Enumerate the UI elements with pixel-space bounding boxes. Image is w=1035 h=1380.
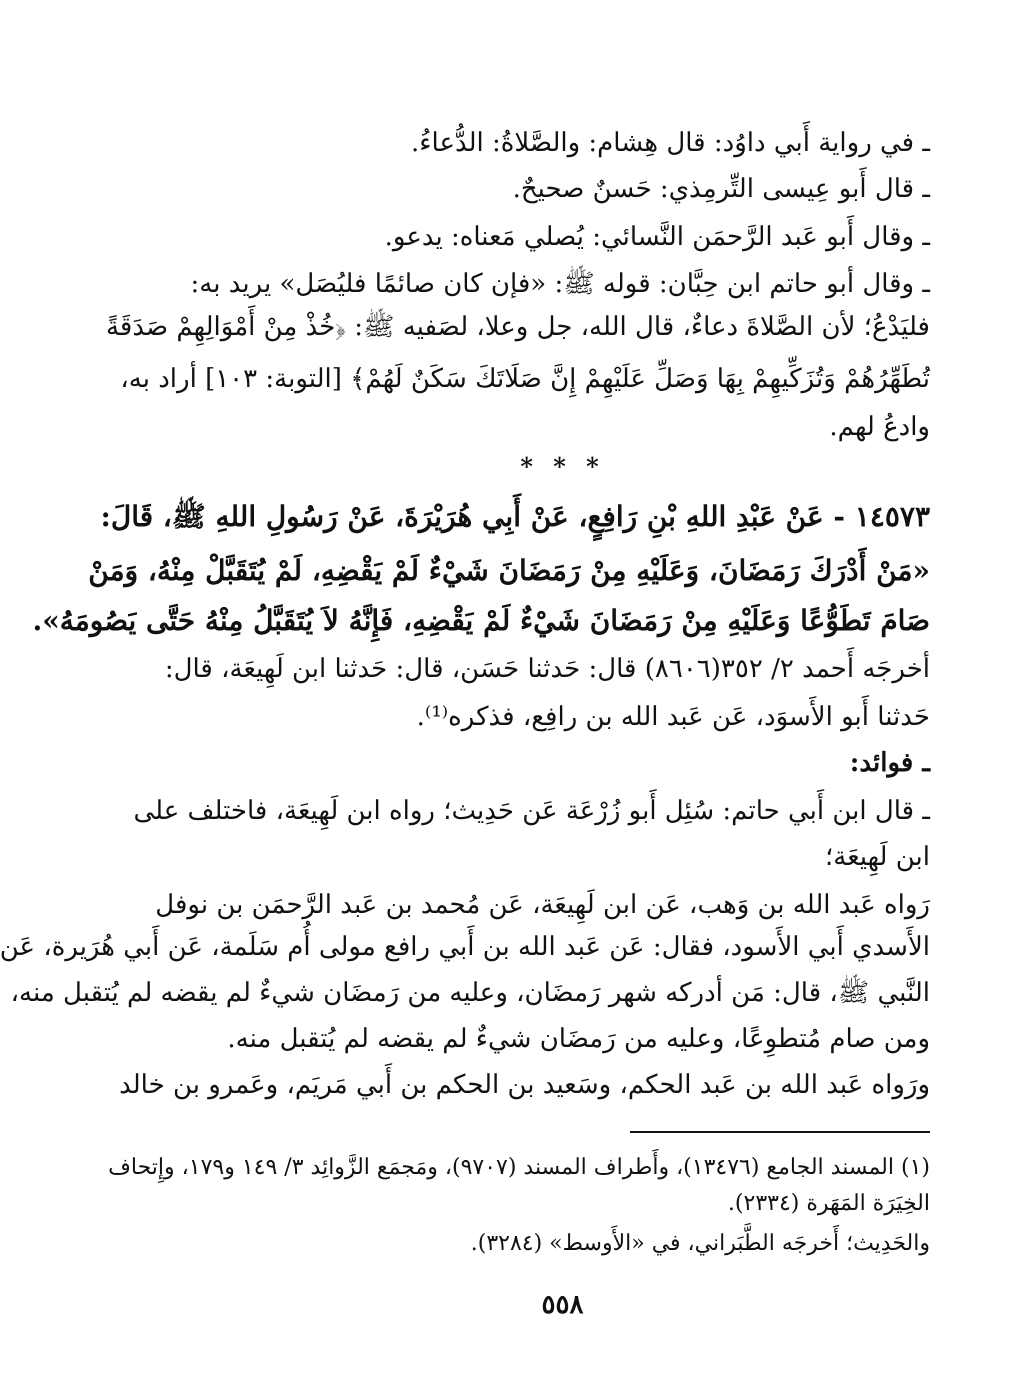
- text-line: وادعُ لهم.: [829, 412, 930, 442]
- text-line: النَّبي ﷺ، قال: مَن أدركه شهر رَمضَان، وعليه من رَمضَان شيءٌ لم يقضه لم يُتقبل منه،: [10, 978, 930, 1008]
- benefits-heading: ـ فوائد:: [849, 748, 930, 778]
- text-line: ـ وقال أَبو عَبد الرَّحمَن النَّسائي: يُصلي مَعناه: يدعو.: [384, 222, 930, 252]
- text-line: تُطَهِّرُهُمْ وَتُزَكِّيهِمْ بِهَا وَصَلِّ عَلَيْهِمْ إِنَّ صَلَاتَكَ سَكَنٌ لَهُمْ﴾ [التوبة: ١٠٣] أراد به،: [120, 364, 930, 394]
- text-line: ورَواه عَبد الله بن عَبد الحكم، وسَعيد بن الحكم بن أَبي مَريَم، وعَمرو بن خالد: [119, 1070, 930, 1100]
- text-line: أخرجَه أَحمد ٢/ ٣٥٢(٨٦٠٦) قال: حَدثنا حَسَن، قال: حَدثنا ابن لَهِيعَة، قال:: [164, 654, 930, 684]
- hadith-line: صَامَ تَطَوُّعًا وَعَلَيْهِ مِنْ رَمَضَانَ شَيْءٌ لَمْ يَقْضِهِ، فَإِنَّهُ لاَ يُتَقَبَّلُ مِنْهُ حَتَّى يَصُومَهُ».: [32, 604, 930, 637]
- footnote-line: والحَدِيث؛ أَخرجَه الطَّبَراني، في «الأَوسط» (٣٢٨٤).: [470, 1231, 930, 1256]
- footnote-line: الخِيَرَة المَهَرة (٢٣٣٤).: [727, 1191, 930, 1216]
- hadith-line: «مَنْ أَدْرَكَ رَمَضَانَ، وَعَلَيْهِ مِنْ رَمَضَانَ شَيْءٌ لَمْ يَقْضِهِ، لَمْ يُتَقَبَّلْ مِنْهُ، وَمَنْ: [88, 554, 930, 587]
- text-line: فليَدْعُ؛ لأن الصَّلاةَ دعاءٌ، قال الله، جل وعلا، لصَفيه ﷺ: ﴿خُذْ مِنْ أَمْوَالِهِمْ صَدَقَةً: [105, 312, 930, 342]
- footnote-divider: [630, 1131, 930, 1133]
- text-line: ـ وقال أبو حاتم ابن حِبَّان: قوله ﷺ: «فإن كان صائمًا فليُصَل» يريد به:: [190, 269, 930, 299]
- text-line: رَواه عَبد الله بن وَهب، عَن ابن لَهِيعَة، عَن مُحمد بن عَبد الرَّحمَن بن نوفل: [155, 890, 930, 920]
- section-separator: * * *: [520, 452, 605, 481]
- text-line: ـ في رواية أَبي داوُد: قال هِشام: والصَّلاةُ: الدُّعاءُ.: [411, 128, 930, 158]
- text-line: ابن لَهِيعَة؛: [824, 842, 930, 872]
- text-line: حَدثنا أَبو الأَسوَد، عَن عَبد الله بن رافِع، فذكره⁽¹⁾.: [416, 702, 930, 732]
- text-line: ـ قال أَبو عِيسى التِّرمِذي: حَسنٌ صحيحٌ.: [512, 174, 930, 204]
- text-line: ـ قال ابن أَبي حاتم: سُئِل أَبو زُرْعَة عَن حَدِيث؛ رواه ابن لَهِيعَة، فاختلف على: [133, 796, 930, 826]
- text-line: الأَسدي أَبي الأَسود، فقال: عَن عَبد الله بن أَبي رافع مولى أُم سَلَمة، عَن أَبي هُرَيرة، عَن: [0, 932, 930, 962]
- text-line: ومن صام مُتطوِعًا، وعليه من رَمضَان شيءٌ لم يقضه لم يُتقبل منه.: [227, 1024, 930, 1054]
- footnote-line: (١) المسند الجامع (١٣٤٧٦)، وأَطراف المسند (٩٧٠٧)، ومَجمَع الزَّوائِد ٣/ ١٤٩ و١٧٩، وإِتحاف: [108, 1155, 930, 1180]
- page-number: ٥٥٨: [541, 1290, 584, 1320]
- hadith-line: ١٤٥٧٣ - عَنْ عَبْدِ اللهِ بْنِ رَافِعٍ، عَنْ أَبِي هُرَيْرَةَ، عَنْ رَسُولِ اللهِ ﷺ، قَالَ:: [100, 500, 930, 533]
